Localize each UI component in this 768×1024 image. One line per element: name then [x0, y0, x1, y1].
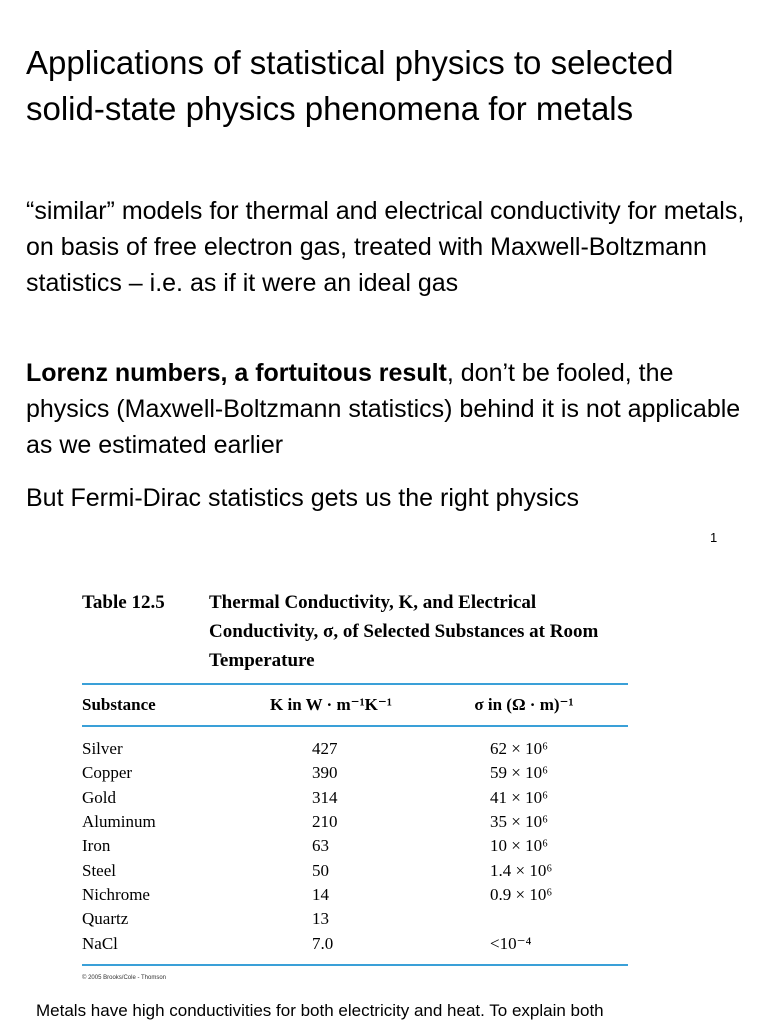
- header-substance: Substance: [82, 695, 156, 714]
- conductivity-table: [82, 588, 628, 966]
- header-electrical-conductivity: σ in (Ω · m)⁻¹: [474, 695, 574, 714]
- cell-k: 13: [312, 909, 329, 929]
- cell-substance: Iron: [82, 836, 111, 856]
- cell-sigma: 10 × 10⁶: [490, 836, 549, 856]
- copyright-notice: © 2005 Brooks/Cole - Thomson: [82, 975, 167, 981]
- lorenz-bold-text: Lorenz numbers, a fortuitous result: [26, 359, 447, 387]
- page-number: 1: [710, 530, 718, 545]
- cell-substance: NaCl: [82, 933, 118, 953]
- cell-k: 390: [312, 763, 338, 783]
- cell-substance: Aluminum: [82, 812, 156, 832]
- table-header-row: [82, 685, 628, 725]
- cell-k: 427: [312, 739, 338, 759]
- cell-sigma: 0.9 × 10⁶: [490, 884, 553, 904]
- cell-substance: Steel: [82, 860, 116, 880]
- slide-title: Applications of statistical physics to selected solid-state physics phenomena for metals: [26, 44, 674, 127]
- table-row: [82, 737, 628, 761]
- table-number: Table 12.5: [82, 592, 165, 613]
- cell-k: 63: [312, 836, 329, 856]
- paragraph-fermi-dirac: But Fermi-Dirac statistics gets us the right physics: [26, 484, 579, 512]
- cell-substance: Nichrome: [82, 884, 150, 904]
- cell-sigma: 35 × 10⁶: [490, 812, 549, 832]
- table-row: [82, 858, 628, 882]
- cell-sigma: <10⁻⁴: [490, 933, 532, 953]
- cell-k: 7.0: [312, 933, 334, 953]
- lorenz-rest-text: , don’t be fooled, the physics (Maxwell-Boltzmann statistics) behind it is not applicable as we estimated earlier: [26, 359, 741, 459]
- cell-substance: Copper: [82, 763, 133, 783]
- table-row: [82, 883, 628, 907]
- cell-k: 314: [312, 787, 338, 807]
- header-thermal-conductivity: K in W · m⁻¹K⁻¹: [270, 695, 392, 714]
- footer-text: Metals have high conductivities for both electricity and heat. To explain both: [36, 1001, 604, 1020]
- table-title: Thermal Conductivity, K, and Electrical Conductivity, σ, of Selected Substances at Room Temperature: [209, 592, 599, 671]
- cell-substance: Gold: [82, 787, 116, 807]
- table-row: [82, 834, 628, 858]
- table-row: [82, 931, 628, 955]
- table-row: [82, 786, 628, 810]
- cell-k: 210: [312, 812, 338, 832]
- table-row: [82, 761, 628, 785]
- table-body: [82, 727, 628, 964]
- paragraph-lorenz: [26, 355, 751, 463]
- cell-sigma: 1.4 × 10⁶: [490, 860, 553, 880]
- table-caption: [82, 588, 628, 675]
- table-row: [82, 810, 628, 834]
- paragraph-models: “similar” models for thermal and electrical conductivity for metals, on basis of free electron gas, treated with Maxwell-Boltzmann statistics – i.e. as if it were an ideal gas: [26, 197, 745, 297]
- cell-k: 14: [312, 884, 329, 904]
- table-row: [82, 907, 628, 931]
- cell-substance: Quartz: [82, 909, 129, 929]
- cell-sigma: 59 × 10⁶: [490, 763, 549, 783]
- cell-substance: Silver: [82, 739, 123, 759]
- cell-sigma: 62 × 10⁶: [490, 739, 549, 759]
- cell-sigma: 41 × 10⁶: [490, 787, 549, 807]
- table-bottom-rule: [82, 964, 628, 966]
- cell-k: 50: [312, 860, 329, 880]
